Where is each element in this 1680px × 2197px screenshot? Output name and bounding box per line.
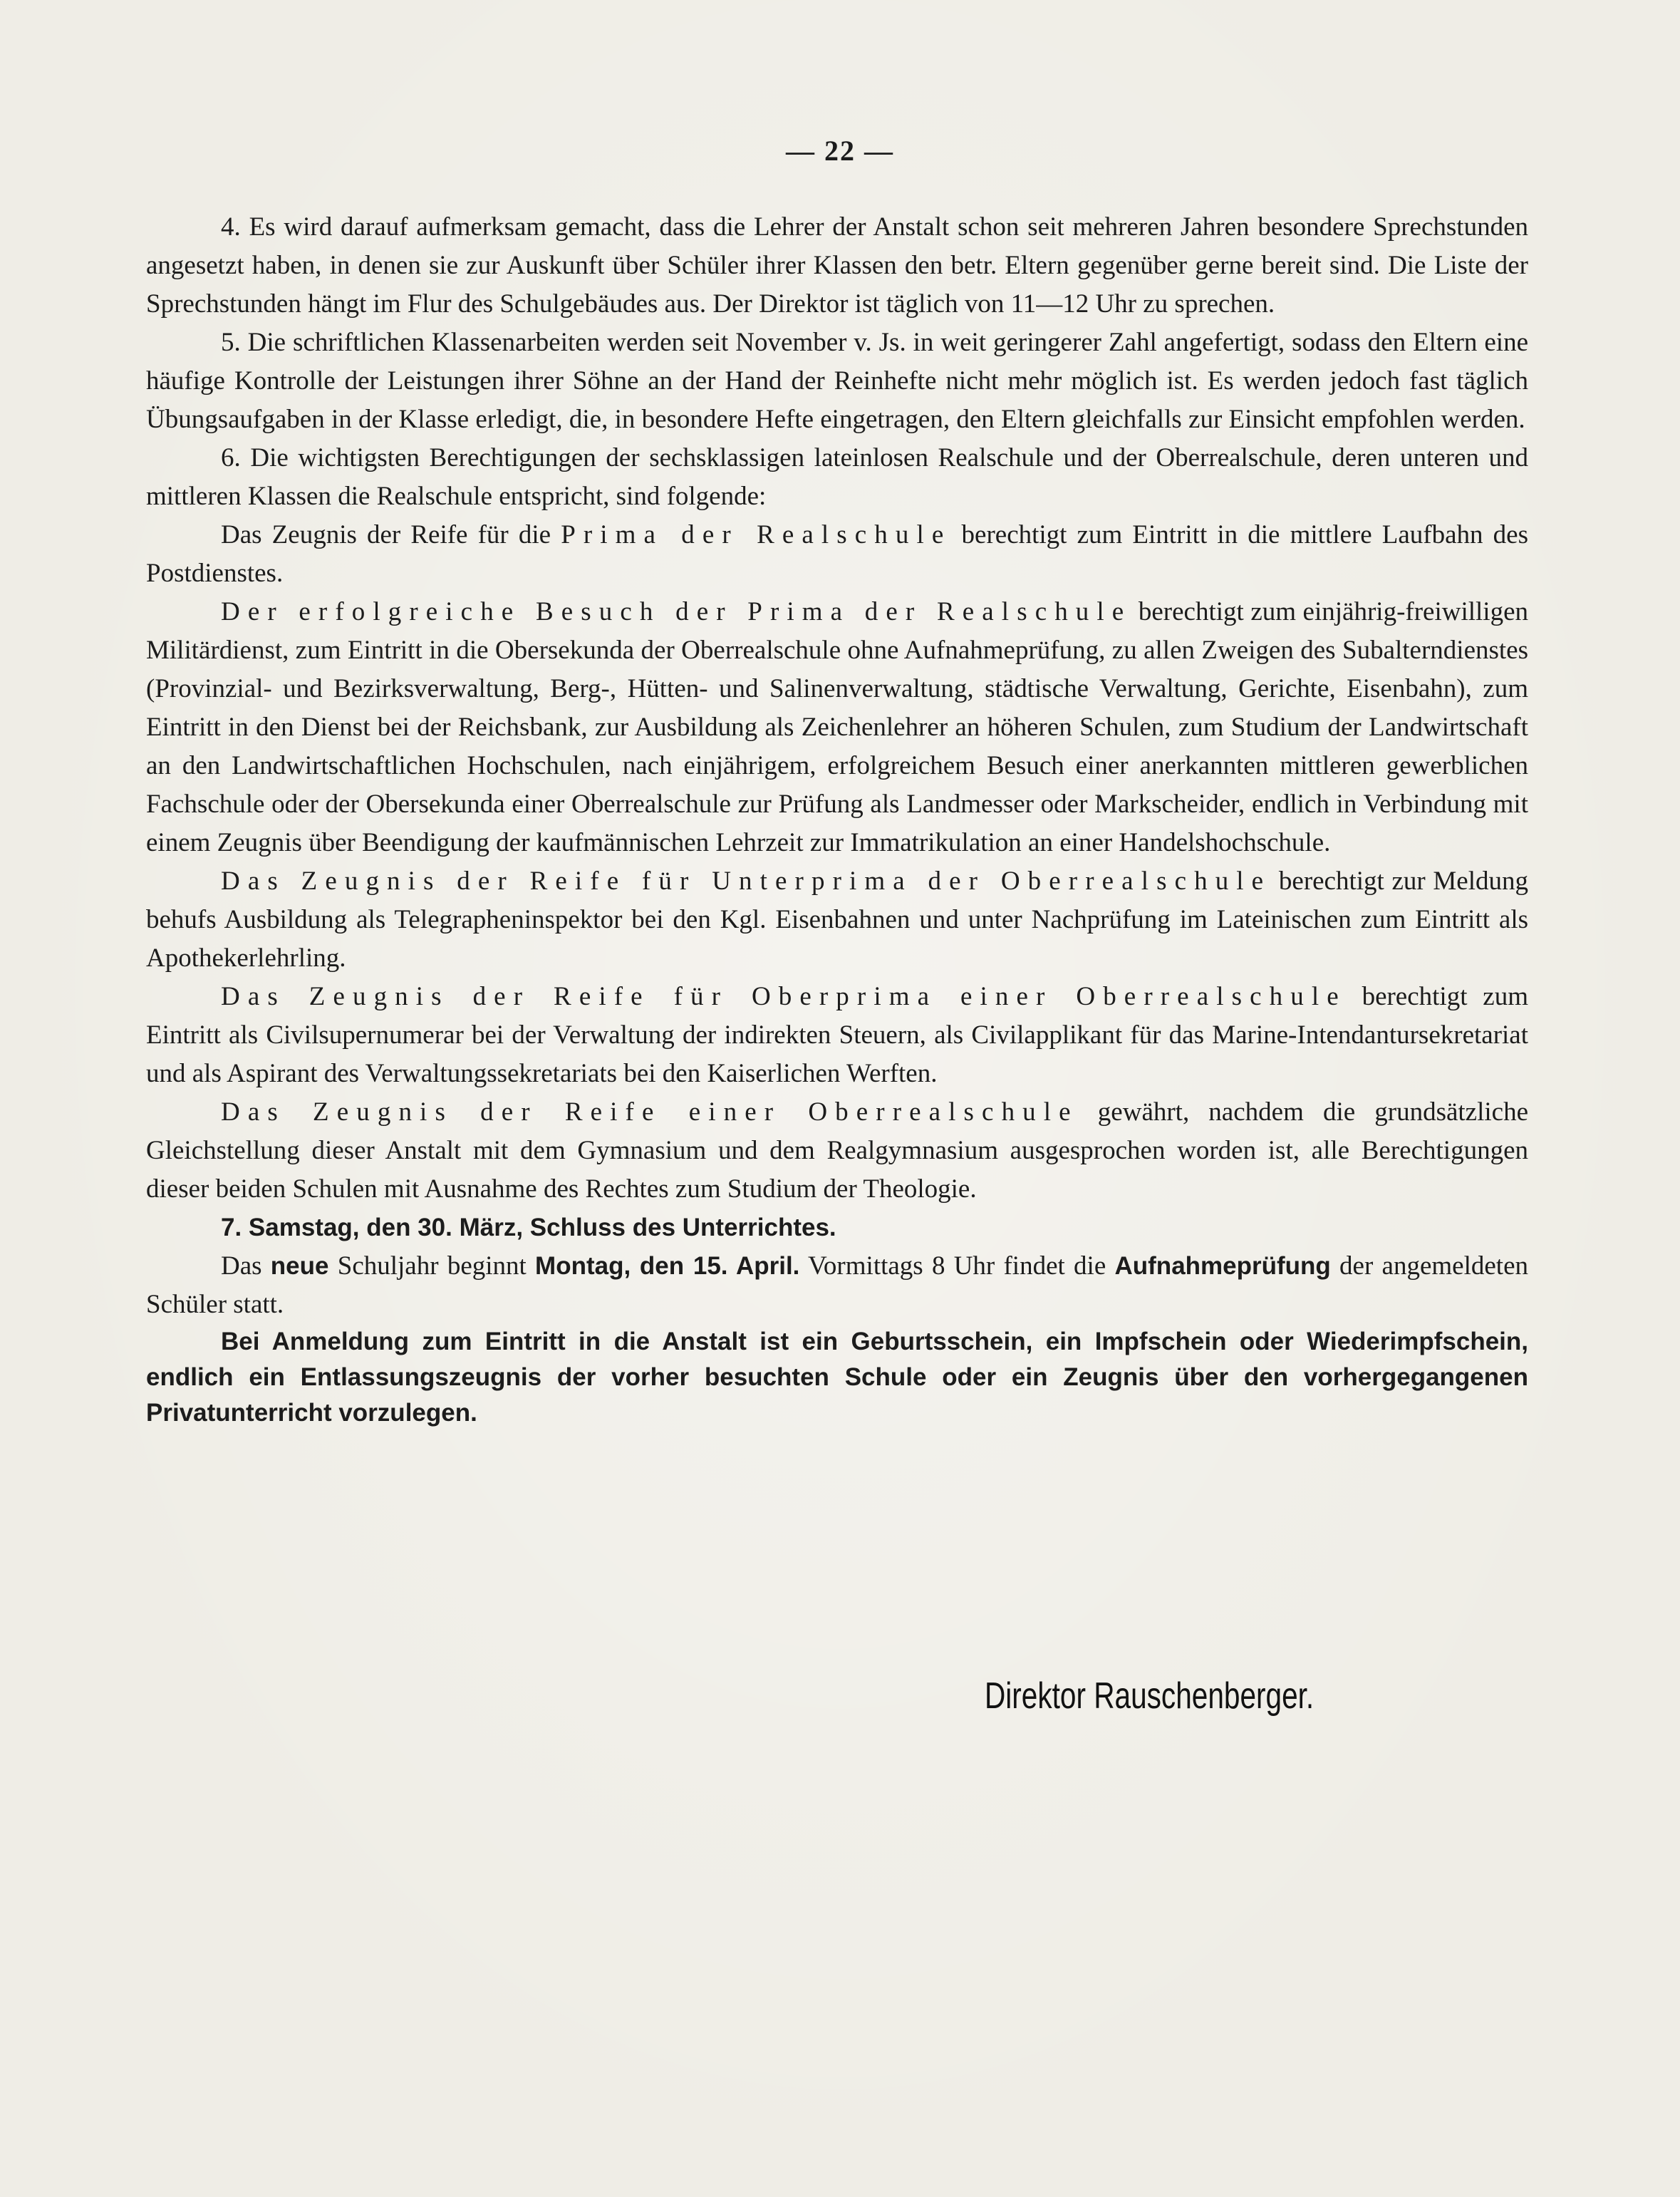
p6e-rest: gewährt, nachdem die grundsätzliche Gleichstellung dieser Anstalt mit dem Gymnasium und dem Realgymnasium ausgesprochen worden ist, alle Berechtigungen dieser beiden Schulen mit Ausnahme des Rechtes zum Studium der Theologie. — [146, 1097, 1529, 1204]
p7-bold-date: Montag, den 15. April. — [535, 1252, 800, 1280]
p7-beginnt: beginnt — [447, 1251, 527, 1281]
paragraph-6d — [146, 978, 1528, 1093]
p6a-spaced: Prima der Realschule — [561, 520, 952, 549]
p6c-spaced: Das Zeugnis der Reife für Unterprima der Oberrealschule — [221, 867, 1272, 896]
director-signature: Direktor Rauschenberger. — [985, 1675, 1315, 1717]
enrollment-notice: Bei Anmeldung zum Eintritt in die Anstalt ist ein Geburtsschein, ein Impfschein oder Wiederimpfschein, endlich ein Entlassungszeugnis der vorher besuchten Schule oder ein Zeugnis über den vorhergegangenen Privatunterricht vorzulegen. — [146, 1328, 1528, 1427]
p7-bold-neue: neue — [270, 1252, 329, 1280]
p6d-spaced: Das Zeugnis der Reife für Oberprima einer Oberrealschule — [221, 982, 1347, 1011]
paragraph-6: 6. Die wichtigsten Berechtigungen der sechsklassigen lateinlosen Realschule und der Oberrealschule, deren unteren und mittleren Klassen die Realschule entspricht, sind folgende: — [146, 443, 1528, 511]
p7-schuljahr: Schuljahr — [337, 1251, 439, 1281]
p6b-spaced: Der erfolgreiche Besuch der Prima der Realschule — [221, 597, 1132, 626]
p7-bold-exam: Aufnahmeprüfung — [1114, 1252, 1331, 1280]
p6a-rest: berechtigt zum Eintritt in die mittlere Laufbahn des Postdienstes. — [146, 520, 1528, 588]
paragraph-6a — [146, 516, 1528, 593]
p7-lead: Das — [221, 1251, 262, 1281]
p6c-rest: berechtigt zur Meldung behufs Ausbildung als Telegrapheninspektor bei den Kgl. Eisenbahnen und unter Nachprüfung im Lateinischen zum Eintritt als Apothekerlehrling. — [146, 867, 1529, 973]
paragraph-4: 4. Es wird darauf aufmerksam gemacht, dass die Lehrer der Anstalt schon seit mehreren Jahren besondere Sprechstunden angesetzt haben, in denen sie zur Auskunft über Schüler ihrer Klassen den betr. Eltern gegenüber gerne bereit sind. Die Liste der Sprechstunden hängt im Flur des Schulgebäudes aus. Der Direktor ist täglich von 11—12 Uhr zu sprechen. — [146, 212, 1528, 319]
body-text — [146, 208, 1528, 1431]
paragraph-5: 5. Die schriftlichen Klassenarbeiten werden seit November v. Js. in weit geringerer Zahl angefertigt, sodass den Eltern eine häufige Kontrolle der Leistungen ihrer Söhne an der Hand der Reinhefte nicht mehr möglich ist. Es werden jedoch fast täglich Übungsaufgaben in der Klasse erledigt, die, in besondere Hefte eingetragen, den Eltern gleichfalls zur Einsicht empfohlen werden. — [146, 328, 1528, 434]
p6d-rest: berechtigt zum Eintritt als Civilsupernumerar bei der Verwaltung der indirekten Steuern, als Civilapplikant für das Marine-Intendantursekretariat und als Aspirant des Verwaltungssekretariats bei den Kaiserlichen Werften. — [146, 982, 1529, 1088]
p6a-lead: Das Zeugnis der Reife für die — [221, 520, 551, 549]
p6e-spaced: Das Zeugnis der Reife einer Oberrealschule — [221, 1097, 1079, 1127]
paragraph-7-body — [146, 1247, 1528, 1324]
paragraph-6b — [146, 593, 1528, 862]
paragraph-6e — [146, 1093, 1528, 1209]
p6b-rest: berechtigt zum einjährig-freiwilligen Militärdienst, zum Eintritt in die Obersekunda der Oberrealschule ohne Aufnahmeprüfung, zu allen Zweigen des Subalterndienstes (Provinzial- und Bezirksverwaltung, Berg-, Hütten- und Salinenverwaltung, städtische Verwaltung, Gerichte, Eisenbahn), zum Eintritt in den Dienst bei der Reichsbank, zur Ausbildung als Zeichenlehrer an höheren Schulen, zum Studium der Landwirtschaft an den Landwirtschaftlichen Hochschulen, nach einjährigem, erfolgreichem Besuch einer anerkannten mittleren gewerblichen Fachschule oder der Obersekunda einer Oberrealschule zur Prüfung als Landmesser oder Markscheider, endlich in Verbindung mit einem Zeugnis über Beendigung der kaufmännischen Lehrzeit zur Immatrikulation an einer Handelshochschule. — [146, 597, 1528, 857]
p7-tail: der angemeldeten Schüler statt. — [146, 1251, 1528, 1319]
paragraph-6c — [146, 862, 1528, 978]
p7-time: Vormittags 8 Uhr findet die — [807, 1251, 1106, 1281]
paragraph-7-heading: 7. Samstag, den 30. März, Schluss des Unterrichtes. — [221, 1214, 836, 1241]
page-number: — 22 — — [786, 135, 894, 167]
